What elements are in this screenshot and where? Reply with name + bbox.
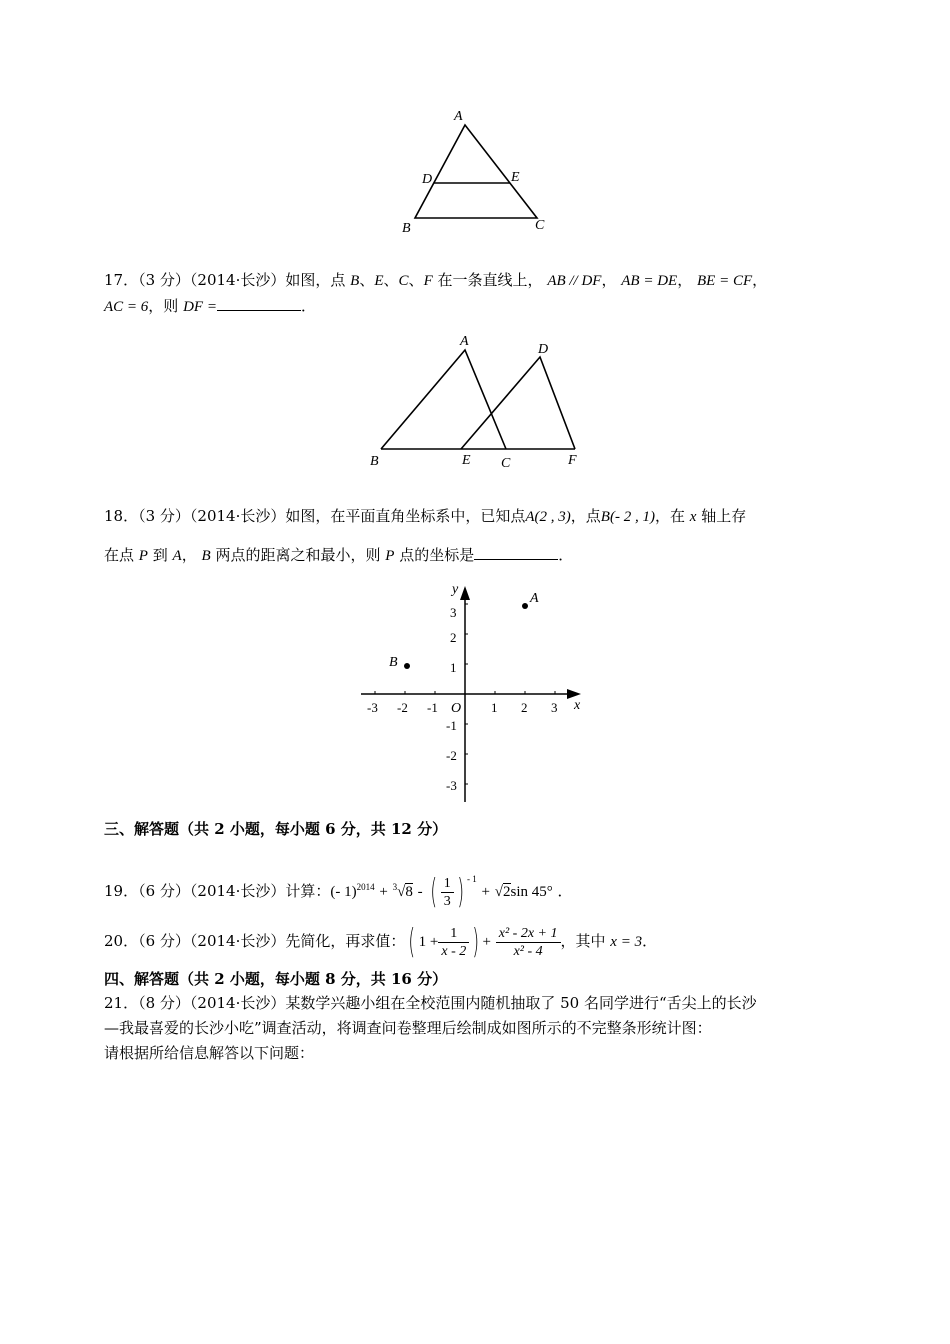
label-b: B <box>402 221 411 236</box>
q17-text: 如图，点 <box>285 271 346 289</box>
q17-sep: 、 <box>359 271 375 289</box>
q21-line3: 请根据所给信息解答以下问题： <box>104 1044 315 1062</box>
q18-sep: ， <box>181 546 197 564</box>
label-a: A <box>454 109 463 124</box>
q19-line <box>104 862 573 910</box>
y-tick-label: 2 <box>450 630 457 645</box>
q19-plus: + <box>379 884 388 900</box>
x-tick-label: 3 <box>551 700 558 715</box>
q20-f1-den: x - 2 <box>441 943 467 959</box>
q18-p: P <box>138 548 148 564</box>
x-axis-label: x <box>574 698 581 713</box>
x-tick-label: 1 <box>491 700 498 715</box>
q20-one-plus: 1 + <box>418 934 439 950</box>
q19-minus: - <box>417 884 423 900</box>
q18-end: ． <box>558 546 574 564</box>
q20-source: （2014·长沙） <box>189 932 286 950</box>
q20-f2-num: x² - 2x + 1 <box>496 925 561 943</box>
triangle-abc <box>381 350 506 449</box>
q17-sep: 、 <box>408 271 424 289</box>
q17-end: ． <box>300 297 316 315</box>
q17-sep: ， <box>677 271 693 289</box>
label-e: E <box>511 170 520 185</box>
q18-text: ，点 <box>570 507 601 525</box>
q18-text: 在点 <box>104 546 135 564</box>
point-a <box>522 603 528 609</box>
q20-paren-left: ( <box>408 922 416 962</box>
q18-text: 两点的距离之和最小，则 <box>215 546 381 564</box>
y-axis-label: y <box>452 582 459 597</box>
q17-point: C <box>398 273 409 289</box>
q19-text: 计算： <box>285 882 331 900</box>
q20-text: ，其中 <box>560 932 606 950</box>
q20-paren-right: ) <box>472 922 480 962</box>
q17-ask: DF = <box>183 299 217 315</box>
label-b: B <box>370 454 379 469</box>
q18-a: A <box>172 548 182 564</box>
q17-sep: 、 <box>383 271 399 289</box>
q18-b: B <box>201 548 211 564</box>
q19-plus: + <box>481 884 490 900</box>
point-b <box>404 663 410 669</box>
q20-fraction-1 <box>438 925 469 960</box>
q19-sqrt-radicand: 2 <box>503 884 511 900</box>
section-3-heading: 三、解答题（共 2 小题，每小题 6 分，共 12 分） <box>104 820 448 838</box>
point-a-label: A <box>530 591 539 606</box>
triangle-de-svg <box>390 100 560 240</box>
q17-condition: AB // DF <box>547 273 602 289</box>
q17-number: 17． <box>104 271 139 289</box>
label-a: A <box>460 334 469 349</box>
q20-text: 先简化，再求值： <box>285 932 406 950</box>
label-c: C <box>535 218 545 233</box>
section-4-heading: 四、解答题（共 2 小题，每小题 8 分，共 16 分） <box>104 970 448 988</box>
q20-score: （6 分） <box>138 932 190 950</box>
q19-cube-root-radicand: 8 <box>405 884 413 900</box>
triangle-def <box>461 357 575 449</box>
x-tick-label: 2 <box>521 700 528 715</box>
y-tick-label: -2 <box>446 748 457 763</box>
x-tick-label: -2 <box>397 700 408 715</box>
q20-line <box>104 920 657 963</box>
figure-coordinate-plane <box>355 580 595 808</box>
two-triangles-svg <box>365 330 595 475</box>
q19-paren-right: ) <box>457 872 464 912</box>
q19-frac-exponent: - 1 <box>466 874 477 884</box>
point-b-label: B <box>389 655 398 670</box>
q18-point-b: B(- 2 , 1) <box>600 509 655 525</box>
q18-point-a: A(2 , 3) <box>525 509 571 525</box>
q18-text: 如图，在平面直角坐标系中，已知点 <box>285 507 526 525</box>
q19-paren-left: ( <box>430 872 438 912</box>
q20-f2-den: x² - 4 <box>513 943 543 959</box>
y-tick-label: -1 <box>446 718 457 733</box>
coordinate-plane-svg <box>355 580 595 808</box>
q20-condition: x = 3 <box>610 934 643 950</box>
q19-source: （2014·长沙） <box>189 882 286 900</box>
q17-score: （3 分） <box>138 271 190 289</box>
q19-cube-root-index: 3 <box>392 882 398 892</box>
q18-source: （2014·长沙） <box>189 507 286 525</box>
q20-plus: + <box>482 934 491 950</box>
figure-triangle-de <box>390 100 560 240</box>
q19-frac-num: 1 <box>441 875 454 893</box>
q20-f1-num: 1 <box>438 925 469 943</box>
y-axis-arrow <box>460 586 470 600</box>
q19-end: ． <box>557 882 573 900</box>
q19-sin: sin 45° <box>510 884 553 900</box>
q18-p: P <box>385 548 395 564</box>
q17-point: E <box>374 273 384 289</box>
q21-line1: 21．（8 分）（2014·长沙）某数学兴趣小组在全校范围内随机抽取了 50 名同学进行“舌尖上的长沙 <box>104 994 757 1012</box>
q18-text: 轴上存 <box>701 507 747 525</box>
q17-condition: AB = DE <box>621 273 678 289</box>
q17-text: 在一条直线上， <box>437 271 543 289</box>
q17-point: B <box>350 273 360 289</box>
q20-fraction-2 <box>496 925 561 960</box>
y-tick-label: 1 <box>450 660 457 675</box>
q17-line2 <box>104 296 316 317</box>
q18-text: 点的坐标是 <box>399 546 475 564</box>
q18-line1 <box>104 506 746 527</box>
q19-cube-root: $^3$√8 <box>392 882 413 900</box>
origin-label: O <box>451 701 462 716</box>
q19-score: （6 分） <box>138 882 190 900</box>
q17-text: ，则 <box>148 297 179 315</box>
q17-condition: BE = CF <box>697 273 753 289</box>
q18-text: 到 <box>152 546 168 564</box>
y-tick-label: 3 <box>450 605 457 620</box>
q18-answer-blank[interactable] <box>474 545 558 560</box>
q18-score: （3 分） <box>138 507 190 525</box>
figure-two-triangles <box>365 330 595 475</box>
q18-x: x <box>689 509 697 525</box>
x-tick-label: -1 <box>427 700 438 715</box>
label-c: C <box>501 456 511 471</box>
q18-number: 18． <box>104 507 139 525</box>
label-d: D <box>538 342 549 357</box>
q19-number: 19． <box>104 882 139 900</box>
q17-source: （2014·长沙） <box>189 271 286 289</box>
q19-exponent: 2014 <box>356 882 375 892</box>
label-d: D <box>422 172 433 187</box>
q19-sqrt: √2 <box>494 884 511 900</box>
q17-line1 <box>104 270 767 291</box>
q17-answer-blank[interactable] <box>217 296 301 311</box>
q19-frac-den: 3 <box>443 893 451 909</box>
q17-sep: ， <box>601 271 617 289</box>
q21-line2: —我最喜爱的长沙小吃”调查活动，将调查问卷整理后绘制成如图所示的不完整条形统计图： <box>104 1019 712 1037</box>
label-f: F <box>568 453 577 468</box>
q20-end: ． <box>642 932 658 950</box>
label-e: E <box>462 453 471 468</box>
x-tick-label: -3 <box>367 700 378 715</box>
q18-text: ，在 <box>654 507 685 525</box>
q17-point: F <box>423 273 433 289</box>
q17-sep: ， <box>752 271 768 289</box>
y-tick-label: -3 <box>446 778 457 793</box>
q20-number: 20． <box>104 932 139 950</box>
q19-base: (- 1) <box>330 884 357 900</box>
q19-fraction <box>441 875 454 910</box>
q17-condition: AC = 6 <box>104 299 149 315</box>
q18-line2 <box>104 545 573 566</box>
